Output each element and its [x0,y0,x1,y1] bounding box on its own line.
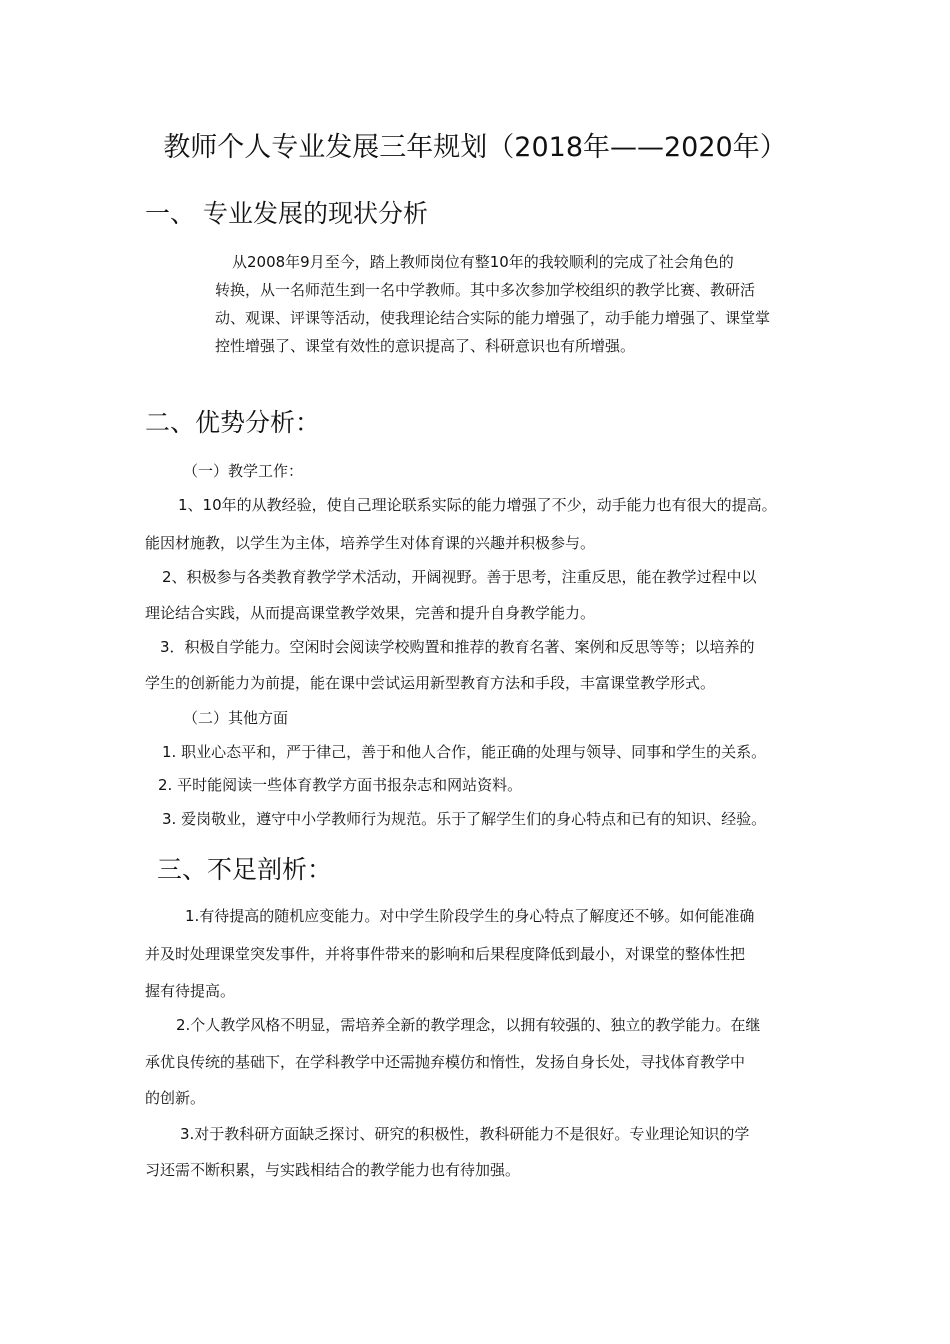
section-heading-weaknesses: 三、不足剖析： [157,855,333,884]
strength-item-2-line-1: 2、积极参与各类教育教学学术活动，开阔视野。善于思考，注重反思，能在教学过程中以 [162,568,757,586]
paragraph-line: 从2008年9月至今，踏上教师岗位有整10年的我较顺利的完成了社会角色的 [232,253,734,271]
section-heading-strengths: 二、优势分析： [145,408,321,437]
weakness-item-1-line-1: 1.有待提高的随机应变能力。对中学生阶段学生的身心特点了解度还不够。如何能准确 [185,907,755,925]
strength-item-1-line-1: 1、10年的从教经验，使自己理论联系实际的能力增强了不少，动手能力也有很大的提高。 [178,496,777,514]
paragraph-line: 动、观课、评课等活动，使我理论结合实际的能力增强了，动手能力增强了、课堂掌 [215,309,771,327]
other-item-3: 3. 爱岗敬业，遵守中小学教师行为规范。乐于了解学生们的身心特点和已有的知识、经验。 [162,810,767,828]
document-title: 教师个人专业发展三年规划（2018年——2020年） [163,132,787,163]
status-paragraph [215,248,770,360]
weakness-item-2-line-1: 2.个人教学风格不明显，需培养全新的教学理念，以拥有较强的、独立的教学能力。在继 [176,1016,761,1034]
weakness-item-3-line-2: 习还需不断积累，与实践相结合的教学能力也有待加强。 [145,1161,521,1179]
paragraph-line: 转换，从一名师范生到一名中学教师。其中多次参加学校组织的教学比赛、教研活 [215,281,756,299]
other-item-1: 1. 职业心态平和，严于律己，善于和他人合作，能正确的处理与领导、同事和学生的关系。 [162,743,767,761]
weakness-item-2-line-2: 承优良传统的基础下，在学科教学中还需抛弃模仿和惰性，发扬自身长处，寻找体育教学中 [145,1053,746,1071]
paragraph-line: 控性增强了、课堂有效性的意识提高了、科研意识也有所增强。 [215,337,636,355]
strength-item-1-line-2: 能因材施教，以学生为主体，培养学生对体育课的兴趣并积极参与。 [145,534,596,552]
weakness-item-2-line-3: 的创新。 [145,1089,206,1107]
other-item-2: 2. 平时能阅读一些体育教学方面书报杂志和网站资料。 [158,776,523,794]
subheading-other: （二）其他方面 [183,709,289,727]
weakness-item-1-line-2: 并及时处理课堂突发事件，并将事件带来的影响和后果程度降低到最小，对课堂的整体性把 [145,945,746,963]
strength-item-3-line-1: 3．积极自学能力。空闲时会阅读学校购置和推荐的教育名著、案例和反思等等；以培养的 [160,638,755,656]
weakness-item-1-line-3: 握有待提高。 [145,982,236,1000]
strength-item-3-line-2: 学生的创新能力为前提，能在课中尝试运用新型教育方法和手段，丰富课堂教学形式。 [145,674,716,692]
subheading-teaching: （一）教学工作： [183,462,304,480]
strength-item-2-line-2: 理论结合实践，从而提高课堂教学效果，完善和提升自身教学能力。 [145,604,596,622]
section-heading-status: 一、 专业发展的现状分析 [145,199,428,228]
weakness-item-3-line-1: 3.对于教科研方面缺乏探讨、研究的积极性，教科研能力不是很好。专业理论知识的学 [180,1125,750,1143]
